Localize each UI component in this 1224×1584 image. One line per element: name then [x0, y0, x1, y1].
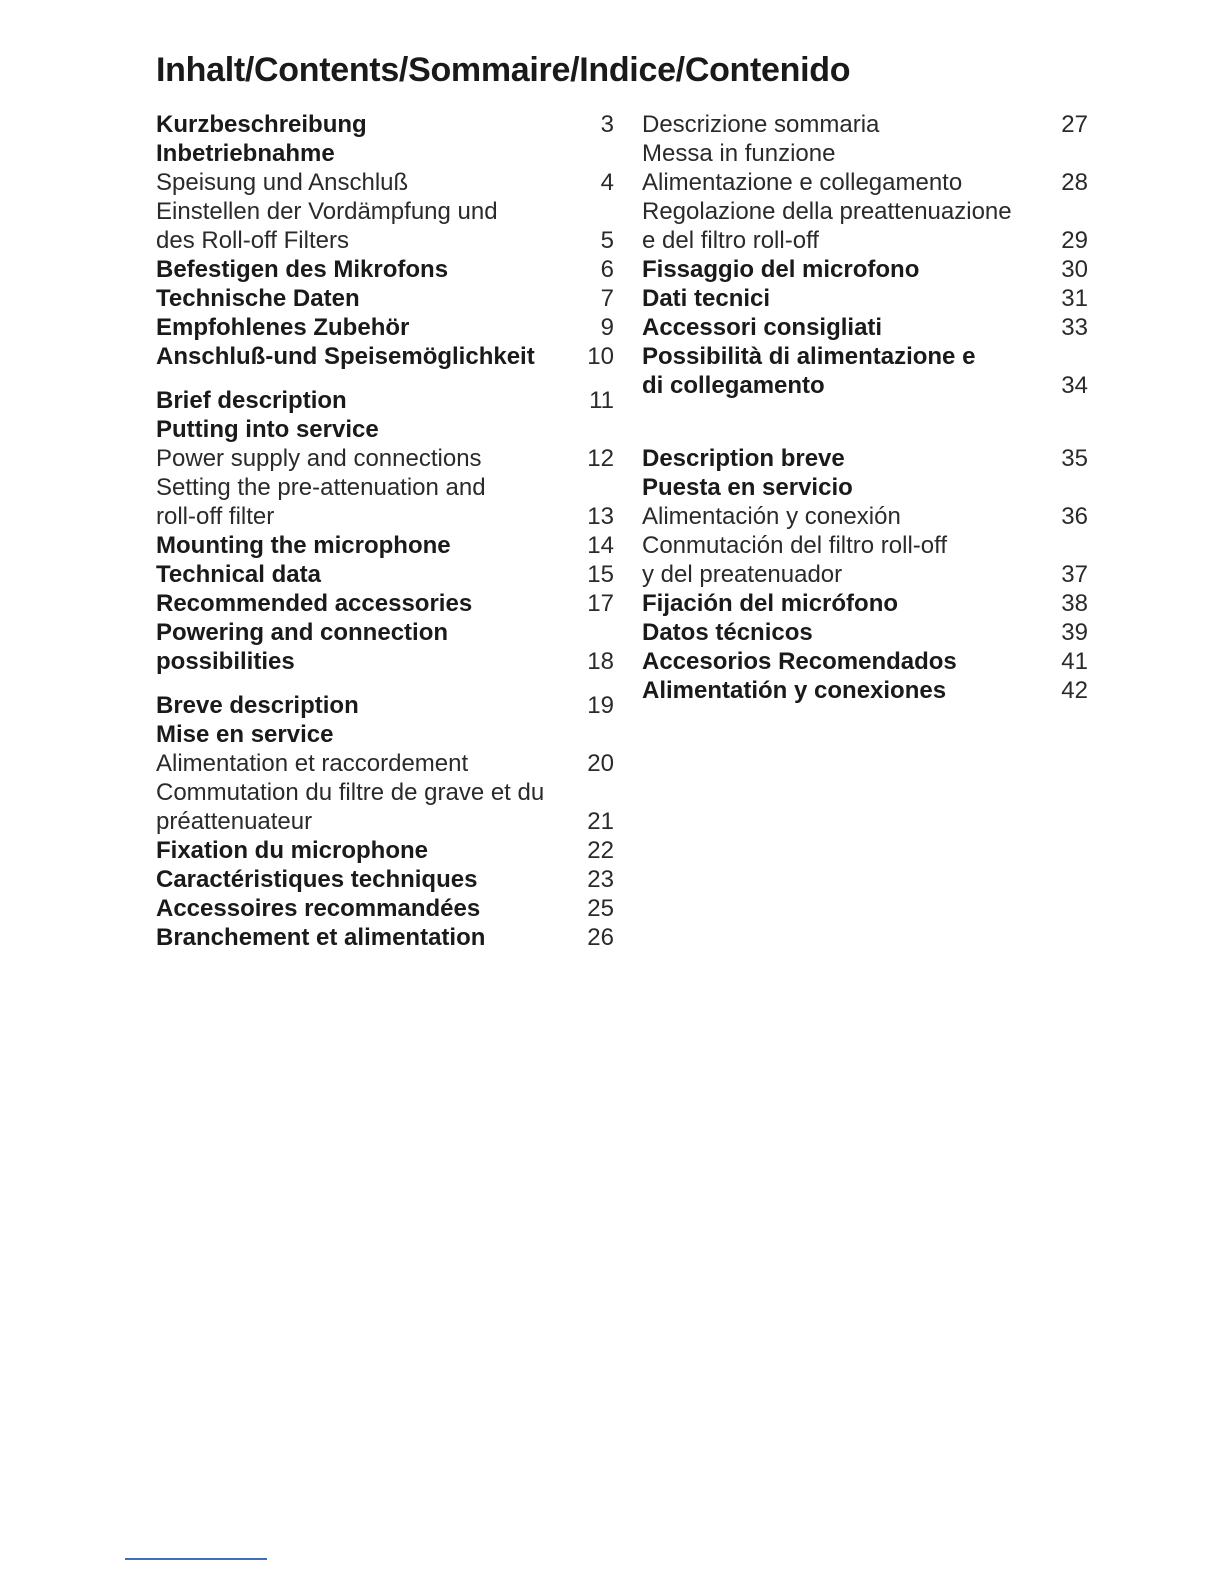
- toc-entry: [156, 836, 614, 865]
- toc-entry-label: Einstellen der Vordämpfung und: [156, 198, 498, 225]
- toc-entry-label: roll-off filter: [156, 503, 275, 530]
- toc-entry-label: Alimentatión y conexiones: [642, 677, 947, 704]
- toc-entry-label: Conmutación del filtro roll-off: [642, 532, 948, 559]
- toc-entry-label: Recommended accessories: [156, 590, 473, 617]
- toc-entry-page: 15: [587, 561, 614, 588]
- toc-entry-label: Inbetriebnahme: [156, 140, 335, 167]
- toc-entry-page: 39: [1061, 619, 1088, 646]
- toc-entry-page: 12: [587, 445, 614, 472]
- toc-entry: [156, 560, 614, 589]
- toc-entry: [156, 110, 614, 139]
- toc-entry: [156, 618, 614, 647]
- toc-entry-label: Technical data: [156, 561, 321, 588]
- toc-section-en: [156, 386, 614, 676]
- toc-entry-page: 33: [1061, 314, 1088, 341]
- toc-entry-label: y del preatenuador: [642, 561, 843, 588]
- toc-entry-page: 42: [1061, 677, 1088, 704]
- toc-entry: [156, 342, 614, 371]
- toc-entry: [642, 313, 1088, 342]
- toc-entry: [642, 255, 1088, 284]
- toc-entry: [642, 139, 1088, 168]
- toc-entry: [642, 618, 1088, 647]
- toc-entry: [642, 342, 1088, 371]
- toc-entry: [642, 647, 1088, 676]
- toc-entry-page: 22: [587, 837, 614, 864]
- toc-entry-label: Branchement et alimentation: [156, 924, 486, 951]
- toc-entry-label: Caractéristiques techniques: [156, 866, 478, 893]
- toc-entry: [156, 923, 614, 952]
- toc-entry-label: Messa in funzione: [642, 140, 836, 167]
- toc-entry-page: 21: [587, 808, 614, 835]
- toc-entry-label: Breve description: [156, 692, 359, 719]
- toc-entry-page: 19: [587, 692, 614, 719]
- toc-column-left: [156, 110, 614, 967]
- toc-entry-label: Power supply and connections: [156, 445, 482, 472]
- toc-entry: [156, 226, 614, 255]
- toc-entry-page: 7: [600, 285, 614, 312]
- toc-entry-page: 3: [600, 111, 614, 138]
- toc-entry-label: Accesorios Recomendados: [642, 648, 957, 675]
- toc-entry: [156, 444, 614, 473]
- toc-entry-label: Alimentation et raccordement: [156, 750, 469, 777]
- toc-entry-label: Setting the pre-attenuation and: [156, 474, 486, 501]
- toc-entry-label: Description breve: [642, 445, 845, 472]
- toc-section-it: [642, 110, 1088, 429]
- toc-entry-page: 26: [587, 924, 614, 951]
- toc-entry: [156, 589, 614, 618]
- toc-entry-label: Fixation du microphone: [156, 837, 429, 864]
- toc-entry: [642, 531, 1088, 560]
- page-title: Inhalt/Contents/Sommaire/Indice/Contenido: [156, 51, 851, 89]
- toc-entry-page: 10: [587, 343, 614, 370]
- toc-entry: [156, 473, 614, 502]
- toc-entry-page: 20: [587, 750, 614, 777]
- toc-entry-label: Empfohlenes Zubehör: [156, 314, 410, 341]
- toc-entry-label: di collegamento: [642, 372, 825, 399]
- toc-entry-page: 41: [1061, 648, 1088, 675]
- toc-entry-page: 18: [587, 648, 614, 675]
- toc-entry-page: 35: [1061, 445, 1088, 472]
- toc-entry: [156, 894, 614, 923]
- toc-entry: [642, 676, 1088, 705]
- toc-entry: [156, 284, 614, 313]
- toc-spacer: [642, 400, 1088, 429]
- toc-entry: [642, 284, 1088, 313]
- toc-entry-page: 36: [1061, 503, 1088, 530]
- footer-rule: [125, 1558, 267, 1560]
- toc-entry-page: 28: [1061, 169, 1088, 196]
- toc-entry: [156, 720, 614, 749]
- toc-entry-page: 11: [589, 387, 614, 414]
- toc-entry-page: 34: [1061, 372, 1088, 399]
- toc-entry-label: possibilities: [156, 648, 295, 675]
- toc-entry: [156, 197, 614, 226]
- toc-entry-page: 13: [587, 503, 614, 530]
- toc-entry-page: 4: [600, 169, 614, 196]
- toc-entry-label: préattenuateur: [156, 808, 313, 835]
- toc-entry-page: 37: [1061, 561, 1088, 588]
- toc-entry-label: Fijación del micrófono: [642, 590, 899, 617]
- toc-entry-label: Puesta en servicio: [642, 474, 853, 501]
- toc-entry: [156, 807, 614, 836]
- toc-entry: [642, 589, 1088, 618]
- toc-entry-label: Datos técnicos: [642, 619, 813, 646]
- toc-entry-label: Mounting the microphone: [156, 532, 451, 559]
- toc-entry: [156, 691, 614, 720]
- toc-entry-label: Anschluß-und Speisemöglichkeit: [156, 343, 535, 370]
- toc-entry-label: e del filtro roll-off: [642, 227, 819, 254]
- toc-entry: [156, 647, 614, 676]
- toc-entry: [156, 502, 614, 531]
- toc-entry-label: Commutation du filtre de grave et du: [156, 779, 545, 806]
- toc-entry-label: Regolazione della preattenuazione: [642, 198, 1012, 225]
- toc-entry-page: 27: [1061, 111, 1088, 138]
- toc-entry-page: 17: [587, 590, 614, 617]
- toc-column-right: [642, 110, 1088, 720]
- toc-entry: [642, 502, 1088, 531]
- toc-entry: [156, 415, 614, 444]
- toc-entry-label: Descrizione sommaria: [642, 111, 880, 138]
- toc-entry-label: Accessoires recommandées: [156, 895, 481, 922]
- toc-entry-label: Dati tecnici: [642, 285, 771, 312]
- toc-entry: [642, 444, 1088, 473]
- toc-entry-label: Accessori consigliati: [642, 314, 883, 341]
- toc-entry-page: 9: [600, 314, 614, 341]
- toc-entry: [642, 110, 1088, 139]
- toc-section-de: [156, 110, 614, 371]
- toc-entry: [156, 749, 614, 778]
- toc-entry-label: Alimentación y conexión: [642, 503, 901, 530]
- toc-entry: [156, 386, 614, 415]
- toc-entry: [156, 865, 614, 894]
- toc-section-es: [642, 444, 1088, 705]
- toc-entry-label: Fissaggio del microfono: [642, 256, 920, 283]
- toc-entry-page: 30: [1061, 256, 1088, 283]
- toc-entry-label: Powering and connection: [156, 619, 449, 646]
- toc-entry: [642, 371, 1088, 400]
- toc-entry-page: 38: [1061, 590, 1088, 617]
- toc-entry-label: Possibilità di alimentazione e: [642, 343, 976, 370]
- toc-entry-label: Technische Daten: [156, 285, 360, 312]
- toc-entry: [642, 226, 1088, 255]
- toc-entry-page: 6: [600, 256, 614, 283]
- toc-section-fr: [156, 691, 614, 952]
- toc-entry-label: des Roll-off Filters: [156, 227, 349, 254]
- toc-entry-page: 23: [587, 866, 614, 893]
- toc-entry: [156, 313, 614, 342]
- toc-entry: [156, 531, 614, 560]
- toc-entry: [156, 778, 614, 807]
- toc-entry-page: 25: [587, 895, 614, 922]
- toc-entry-page: 29: [1061, 227, 1088, 254]
- toc-entry-label: Mise en service: [156, 721, 334, 748]
- toc-entry-label: Putting into service: [156, 416, 379, 443]
- toc-entry-page: 14: [587, 532, 614, 559]
- toc-entry-label: Brief description: [156, 387, 347, 414]
- toc-entry-label: Speisung und Anschluß: [156, 169, 409, 196]
- toc-entry-label: Kurzbeschreibung: [156, 111, 367, 138]
- toc-entry: [156, 168, 614, 197]
- toc-entry: [156, 255, 614, 284]
- toc-entry-page: 5: [600, 227, 614, 254]
- toc-entry: [642, 560, 1088, 589]
- toc-entry: [156, 139, 614, 168]
- toc-entry-page: 31: [1061, 285, 1088, 312]
- toc-entry-label: Befestigen des Mikrofons: [156, 256, 449, 283]
- toc-entry: [642, 168, 1088, 197]
- toc-entry: [642, 473, 1088, 502]
- toc-entry: [642, 197, 1088, 226]
- toc-entry-label: Alimentazione e collegamento: [642, 169, 963, 196]
